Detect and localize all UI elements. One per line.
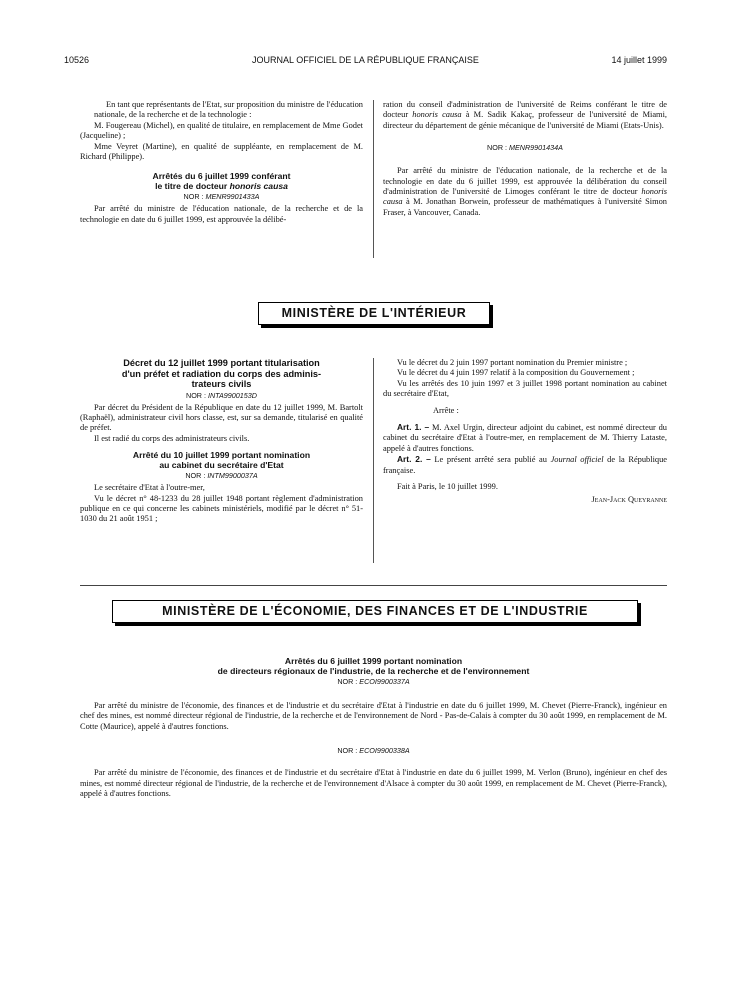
signature: Jean-Jack Queyranne (591, 495, 667, 505)
article-2: Art. 2. – Le présent arrêté sera publié au Journal officiel de la République française. (383, 454, 667, 475)
nor-reference: NOR : MENR9901433A (183, 192, 260, 202)
column-separator (373, 358, 374, 563)
ministry-heading-interieur: MINISTÈRE DE L'INTÉRIEUR (258, 302, 490, 325)
paragraph: ration du conseil d'administration de l'université de Reims conférant le titre de docteur honoris causa à M. Sadik Kakaç, professeur de l'université de Miami, directeur du département de génie mécanique de l'université de Miami (Etats-Unis). (383, 100, 667, 130)
issue-date: 14 juillet 1999 (611, 55, 667, 65)
paragraph: Mme Veyret (Martine), en qualité de suppléante, en remplacement de M. Richard (Philippe). (80, 141, 363, 162)
decree-title: Arrêtés du 6 juillet 1999 portant nomination de directeurs régionaux de l'industrie, de la recherche et de l'environnement (217, 656, 530, 676)
paragraph: Par arrêté du ministre de l'éducation nationale, de la recherche et de la technologie en date du 6 juillet 1999, est approuvée la délibération du conseil d'administration de l'université de Limoges conférant le titre de docteur honoris causa à M. Jonathan Borwein, professeur de mathématiques à l'université Simon Fraser, à Vancouver, Canada. (383, 166, 667, 217)
paragraph: Vu le décret du 4 juin 1997 relatif à la composition du Gouvernement ; (397, 368, 635, 378)
section-rule (80, 585, 667, 586)
paragraph: M. Fougereau (Michel), en qualité de titulaire, en remplacement de Mme Godet (Jacqueline) ; (80, 120, 363, 141)
top-right-column (383, 100, 667, 218)
page-number: 10526 (64, 55, 90, 65)
interieur-left-column (80, 358, 363, 525)
nor-reference: NOR : INTM9900037A (185, 471, 258, 481)
paragraph: Par arrêté du ministre de l'éducation nationale, de la recherche et de la technologie en date du 6 juillet 1999, est approuvée la délibé- (80, 204, 363, 224)
paragraph: Le secrétaire d'Etat à l'outre-mer, (94, 483, 205, 493)
paragraph: Vu le décret du 2 juin 1997 portant nomination du Premier ministre ; (397, 358, 628, 367)
economie-section (80, 656, 667, 799)
ministry-heading-economie: MINISTÈRE DE L'ÉCONOMIE, DES FINANCES ET DE L'INDUSTRIE (112, 600, 638, 623)
nor-reference: NOR : MENR9901434A (487, 143, 563, 153)
paragraph: En tant que représentants de l'Etat, sur proposition du ministre de l'éducation nationale, de la recherche et de la technologie : (94, 100, 363, 120)
decree-title: Décret du 12 juillet 1999 portant titularisation d'un préfet et radiation du corps des adminis- trateurs civils (121, 358, 322, 389)
nor-reference: NOR : ECOI9900338A (337, 746, 410, 756)
paragraph: Vu le décret n° 48-1233 du 28 juillet 1948 portant règlement d'administration publique en ce qui concerne les cabinets ministériels, modifié par le décret n° 51-1030 du 21 août 1951 ; (80, 493, 363, 524)
arrete-line: Arrête : (433, 405, 459, 415)
journal-title: JOURNAL OFFICIEL DE LA RÉPUBLIQUE FRANÇAISE (252, 55, 479, 65)
interieur-right-column (383, 358, 667, 506)
article-1: Art. 1. – M. Axel Urgin, directeur adjoint du cabinet, est nommé directeur du cabinet du secrétaire d'Etat à l'outre-mer, en remplacement de M. Thierry Lataste, appelé à d'autres fonctions. (383, 422, 667, 453)
paragraph: Vu les arrêtés des 10 juin 1997 et 3 juillet 1998 portant nomination au cabinet du secrétaire d'Etat, (383, 378, 667, 399)
paragraph: Par arrêté du ministre de l'économie, des finances et de l'industrie et du secrétaire d'Etat à l'industrie en date du 6 juillet 1999, M. Chevet (Pierre-Franck), ingénieur en chef des mines, est nommé directeur régional de l'industrie, de la recherche et de l'environnement de Nord - Pas-de-Calais à compter du 30 août 1999, en remplacement de M. Cotte (Maurice), appelé à d'autres fonctions. (80, 701, 667, 731)
nor-reference: NOR : INTA9900153D (186, 390, 257, 400)
paragraph: Par arrêté du ministre de l'économie, des finances et de l'industrie et du secrétaire d'Etat à l'industrie en date du 6 juillet 1999, M. Verlon (Bruno), ingénieur en chef des mines, est nommé directeur régional de l'industrie, de la recherche et de l'environnement d'Alsace à compter du 30 août 1999, en remplacement de M. Chevet (Pierre-Franck), appelé à d'autres fonctions. (80, 768, 667, 799)
nor-reference: NOR : ECOI9900337A (337, 677, 410, 686)
paragraph: Par décret du Président de la République en date du 12 juillet 1999, M. Bartolt (Raphaël), administrateur civil hors classe, est, sur sa demande, titularisé en qualité de préfet. (80, 402, 363, 433)
column-separator (373, 100, 374, 258)
done-at: Fait à Paris, le 10 juillet 1999. (397, 482, 498, 492)
decree-title: Arrêtés du 6 juillet 1999 conférant le titre de docteur honoris causa (152, 171, 291, 192)
top-left-column (80, 100, 363, 225)
decree-title: Arrêté du 10 juillet 1999 portant nomination au cabinet du secrétaire d'Etat (132, 450, 311, 471)
paragraph: Il est radié du corps des administrateurs civils. (94, 433, 250, 443)
